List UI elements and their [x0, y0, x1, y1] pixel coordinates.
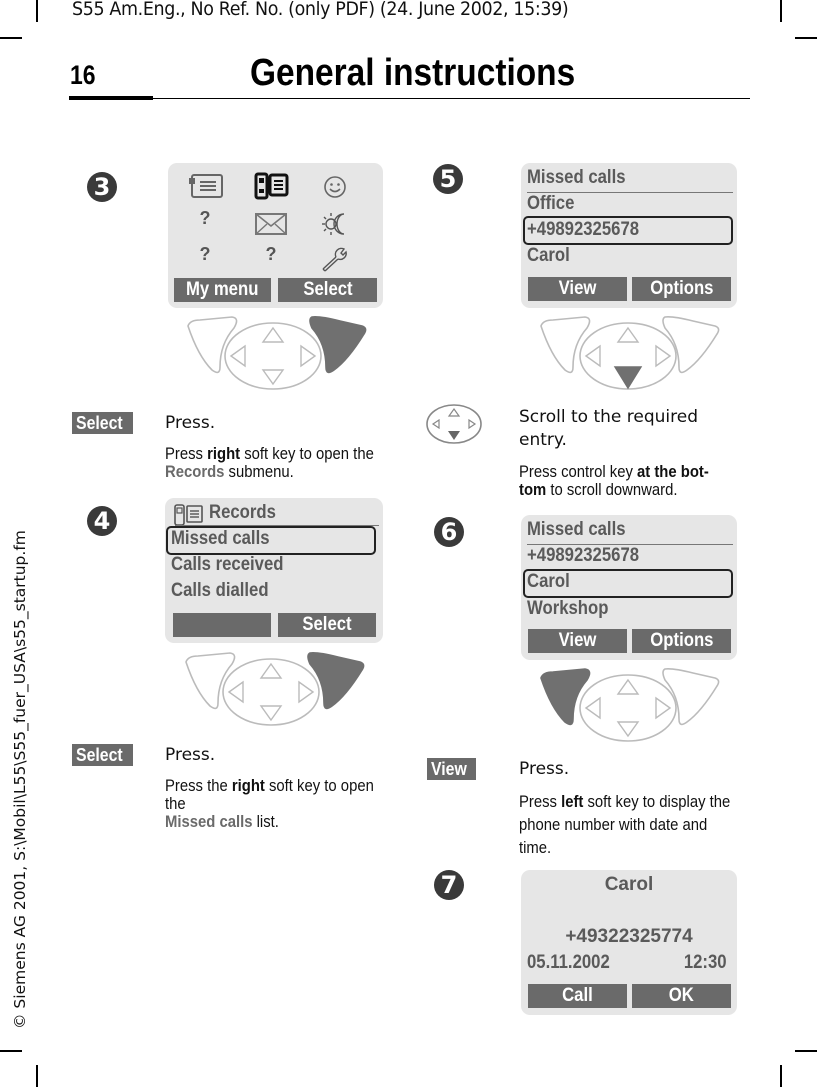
softkey-right-label: OK — [668, 985, 695, 1006]
softkey-right[interactable] — [632, 984, 731, 1008]
records-icon — [173, 504, 205, 526]
phone-screen-records — [165, 498, 383, 643]
header-rule-accent — [69, 96, 153, 100]
view-key-label: View — [427, 758, 476, 780]
softkey-right-label: Options — [649, 278, 714, 299]
my-menu-icon — [188, 173, 224, 199]
list-item[interactable]: Office — [527, 193, 575, 214]
running-header: S55 Am.Eng., No Ref. No. (only PDF) (24. June 2002, 15:39) — [72, 0, 569, 20]
instruction-detail: Press left soft key to display the phone number with date and time. — [519, 793, 731, 857]
menu-item[interactable]: Calls received — [171, 554, 284, 575]
crop-mark — [795, 1050, 817, 1052]
instruction-main: Scroll to the required entry. — [519, 407, 699, 450]
phone-screen-call-detail — [521, 870, 737, 1015]
crop-mark — [36, 1065, 38, 1087]
call-time: 12:30 — [684, 952, 727, 973]
screen-title: Records — [209, 502, 276, 523]
crop-mark — [0, 37, 22, 39]
instruction-detail: Press right soft key to open the Records submenu. — [165, 445, 374, 481]
softkey-right[interactable] — [278, 278, 377, 302]
profiles-icon — [320, 210, 350, 236]
softkey-left[interactable] — [173, 613, 271, 637]
instruction-detail: Press the right soft key to open the Missed calls list. — [165, 777, 374, 831]
keypad-diagram — [533, 664, 728, 744]
softkey-left-label: View — [558, 278, 597, 299]
softkey-right-label: Select — [302, 614, 352, 635]
screen-title: Missed calls — [527, 519, 626, 540]
caller-name: Carol — [604, 874, 654, 895]
softkey-right-label: Options — [649, 630, 714, 651]
list-item[interactable]: Workshop — [527, 598, 609, 619]
phone-screen-missed-calls — [521, 515, 737, 660]
instruction-main: Press. — [519, 759, 570, 779]
screen-title: Missed calls — [527, 167, 626, 188]
list-item[interactable]: +49892325678 — [527, 219, 640, 240]
softkey-left[interactable] — [528, 984, 627, 1008]
crop-mark — [780, 1065, 782, 1087]
menu-item[interactable]: Missed calls — [171, 528, 270, 549]
crop-mark — [36, 0, 38, 22]
softkey-right[interactable] — [632, 629, 731, 653]
keypad-diagram — [178, 648, 373, 728]
step-badge: 7 — [434, 870, 464, 900]
softkey-left[interactable] — [528, 629, 627, 653]
unknown-icon: ? — [199, 244, 211, 264]
softkey-right-label: Select — [302, 279, 353, 300]
softkey-right[interactable] — [632, 277, 731, 301]
softkey-left-label: Call — [562, 985, 593, 1006]
softkey-left[interactable] — [174, 278, 271, 302]
page-title: General instructions — [250, 52, 576, 94]
setup-icon — [320, 246, 348, 272]
softkey-left-label: View — [558, 630, 597, 651]
select-key-label: Select — [72, 412, 133, 434]
crop-mark — [795, 37, 817, 39]
header-rule — [69, 98, 750, 99]
step-badge: 4 — [87, 506, 117, 536]
instruction-detail: Press control key at the bot- tom to scroll downward. — [519, 463, 709, 499]
instruction-main: Press. — [165, 413, 216, 433]
keypad-diagram — [533, 312, 728, 392]
phone-screen-missed-calls — [521, 163, 737, 308]
list-item[interactable]: +49892325678 — [527, 545, 640, 566]
call-date: 05.11.2002 — [527, 952, 610, 973]
crop-mark — [0, 1050, 22, 1052]
select-key-label: Select — [72, 744, 133, 766]
list-item[interactable]: Carol — [527, 571, 570, 592]
softkey-left-label: My menu — [186, 279, 259, 300]
messages-icon — [255, 213, 287, 235]
control-key-down-icon — [425, 403, 483, 445]
step-badge: 6 — [434, 517, 464, 547]
keypad-diagram — [180, 312, 375, 392]
page-number: 16 — [70, 60, 96, 90]
caller-number: +49322325774 — [565, 926, 693, 947]
softkey-left[interactable] — [528, 277, 627, 301]
sidebar-file-note: © Siemens AG 2001, S:\Mobil\L55\S55_fuer_USA\s55_startup.fm — [11, 530, 29, 1029]
step-badge: 3 — [87, 172, 117, 202]
step-badge: 5 — [433, 164, 463, 194]
crop-mark — [780, 0, 782, 22]
records-icon — [254, 172, 290, 200]
unknown-icon: ? — [265, 244, 277, 264]
menu-item[interactable]: Calls dialled — [171, 580, 269, 601]
fun-icon — [323, 175, 347, 199]
list-item[interactable]: Carol — [527, 245, 570, 266]
phone-screen-main-menu — [168, 163, 383, 308]
unknown-icon: ? — [199, 208, 211, 228]
softkey-right[interactable] — [278, 613, 376, 637]
instruction-main: Press. — [165, 745, 216, 765]
